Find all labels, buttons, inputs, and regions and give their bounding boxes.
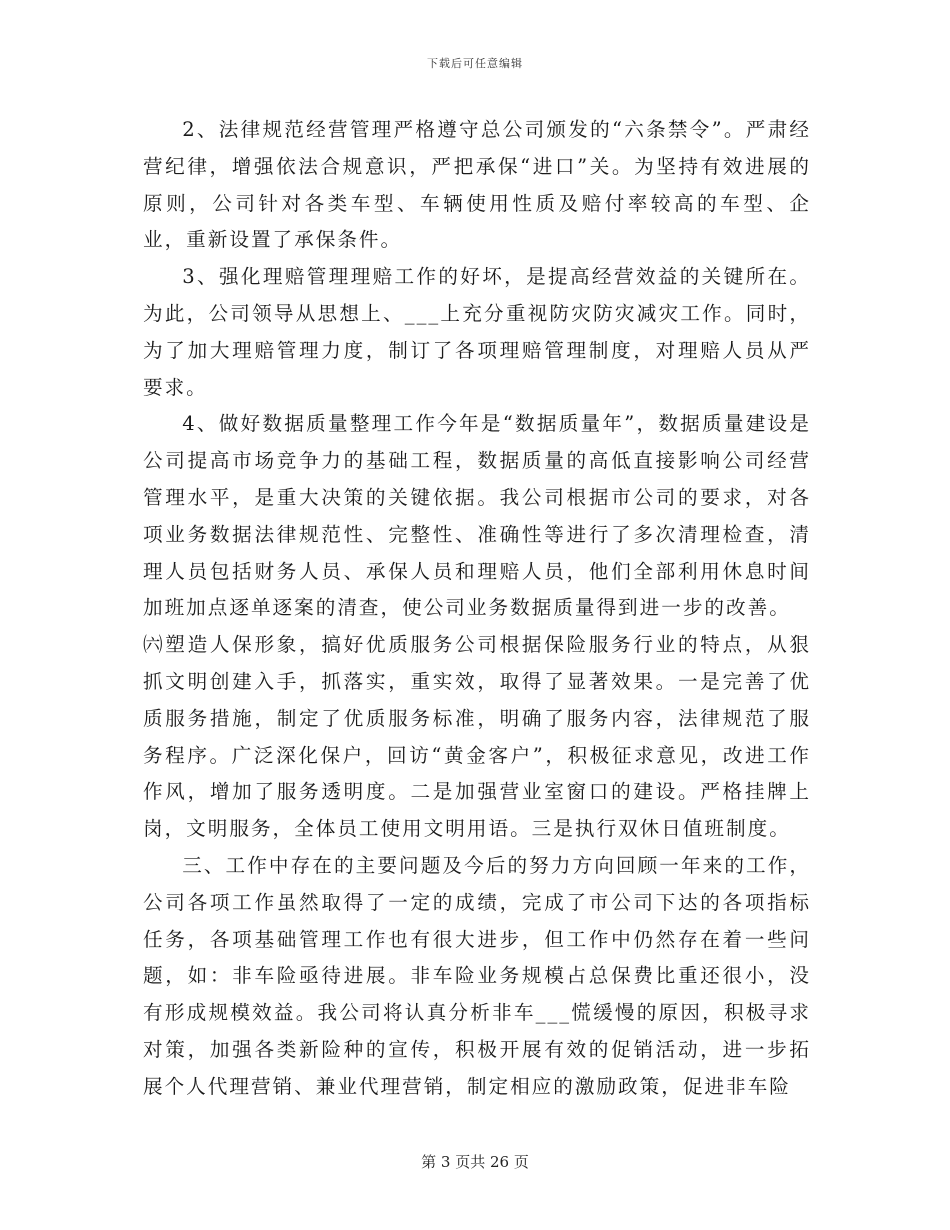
page-header-note: 下载后可任意编辑	[427, 57, 523, 70]
paragraph-claims-management: 3、强化理赔管理理赔工作的好坏，是提高经营效益的关键所在。为此，公司领导从思想上、___上充分重视防灾防灾减灾工作。同时，为了加大理赔管理力度，制订了各项理赔管理制度，对理赔人员从严要求。	[143, 265, 811, 399]
paragraph-service-image: ㈥塑造人保形象，搞好优质服务公司根据保险服务行业的特点，从狠抓文明创建入手，抓落实，重实效，取得了显著效果。一是完善了优质服务措施，制定了优质服务标准，明确了服务内容，法律规范了服务程序。广泛深化保户，回访“黄金客户”，积极征求意见，改进工作作风，增加了服务透明度。二是加强营业室窗口的建设。严格挂牌上岗，文明服务，全体员工使用文明用语。三是执行双休日值班制度。	[143, 633, 811, 841]
page-number: 第 3 页共 26 页	[421, 1153, 529, 1171]
paragraph-problems-direction: 三、工作中存在的主要问题及今后的努力方向回顾一年来的工作，公司各项工作虽然取得了一定的成绩，完成了市公司下达的各项指标任务，各项基础管理工作也有很大进步，但工作中仍然存在着一些问题，如：非车险亟待进展。非车险业务规模占总保费比重还很小，没有形成规模效益。我公司将认真分析非车___慌缓慢的原因，积极寻求对策，加强各类新险种的宣传，积极开展有效的促销活动，进一步拓展个人代理营销、兼业代理营销，制定相应的激励政策，促进非车险	[143, 853, 811, 1098]
paragraph-legal-compliance: 2、法律规范经营管理严格遵守总公司颁发的“六条禁令”。严肃经营纪律，增强依法合规意识，严把承保“进口”关。为坚持有效进展的原则，公司针对各类车型、车辆使用性质及赔付率较高的车型、企业，重新设置了承保条件。	[143, 118, 811, 252]
document-body	[143, 112, 811, 1106]
paragraph-data-quality: 4、做好数据质量整理工作今年是“数据质量年”，数据质量建设是公司提高市场竞争力的基础工程，数据质量的高低直接影响公司经营管理水平，是重大决策的关键依据。我公司根据市公司的要求，对各项业务数据法律规范性、完整性、准确性等进行了多次清理检查，清理人员包括财务人员、承保人员和理赔人员，他们全部利用休息时间加班加点逐单逐案的清查，使公司业务数据质量得到进一步的改善。	[143, 412, 811, 620]
